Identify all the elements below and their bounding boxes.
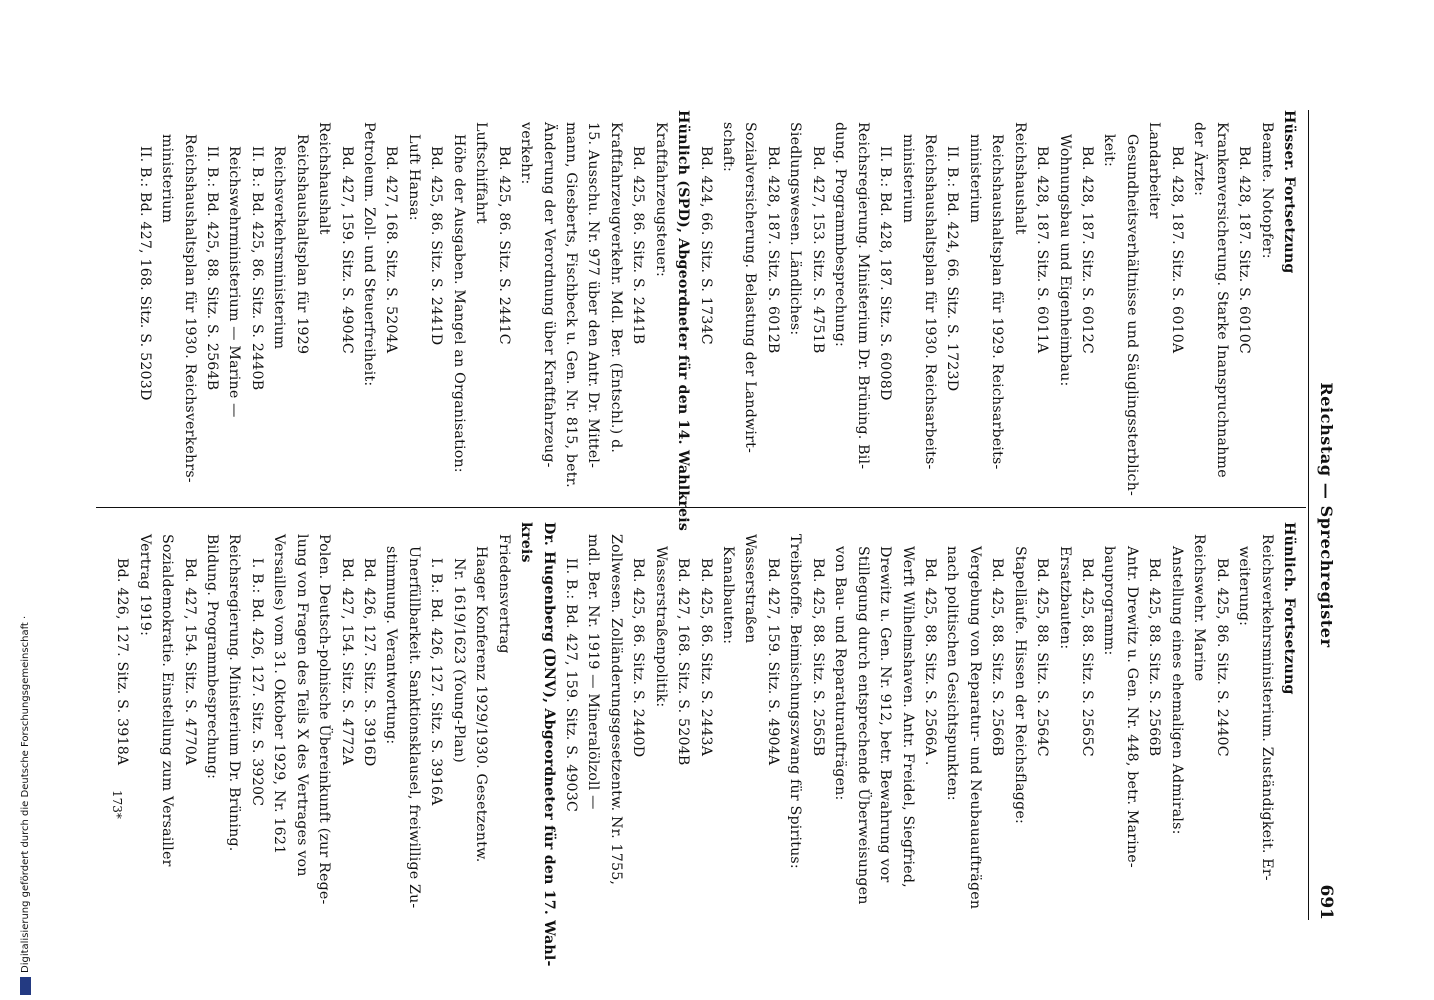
index-entry-line: Bd. 428, 187. Sitz. S. 6012B bbox=[764, 146, 781, 354]
index-entry-line: Unerfüllbarkeit. Sanktionsklausel, freiwillige Zu- bbox=[405, 546, 422, 909]
folio-number: 173* bbox=[110, 790, 124, 819]
index-entry-line: Reichswehr. Marine bbox=[1191, 534, 1208, 682]
index-entry-line: II. B.: Bd. 427, 168. Sitz. S. 5203D bbox=[136, 146, 153, 401]
index-entry-line: Bd. 428, 187. Sitz. S. 6011A bbox=[1034, 146, 1051, 354]
index-entry-line: Bd. 428, 187. Sitz. S. 6010C bbox=[1236, 146, 1253, 354]
column-divider bbox=[96, 507, 1306, 508]
index-entry-line: Werft Wilhelmshaven. Antr. Freidel, Siegfried, bbox=[899, 546, 916, 888]
index-entry-line: Reichshaushaltsplan für 1930. Reichsarbeits- bbox=[922, 134, 938, 470]
index-entry-line: Sozialversicherung. Belastung der Landwirt- bbox=[742, 122, 759, 454]
header-rule bbox=[1308, 110, 1309, 920]
index-entry-line: Reichshaushaltsplan für 1929. Reichsarbeits- bbox=[989, 134, 1006, 470]
index-entry-line: Drewitz u. Gen. Nr. 912, betr. Bewahrung vor bbox=[877, 546, 894, 883]
index-entry-line: Reichshaushalt bbox=[1011, 122, 1028, 235]
speaker-heading: Dr. Hugenberg (DNV), Abgeordneter für den 17. Wahl- bbox=[540, 522, 557, 967]
index-entry-line: Reichsverkehrsministerium. Zuständigkeit. Er- bbox=[1258, 534, 1275, 881]
index-entry-line: Treibstoffe. Beimischungszwang für Spiritus: bbox=[787, 534, 804, 869]
index-entry-line: ministerium bbox=[899, 134, 916, 224]
index-entry-line: Reichsregierung. Ministerium Dr. Brüning. Bil- bbox=[854, 122, 871, 470]
speaker-heading: Hüsser. Fortsetzung bbox=[1281, 110, 1297, 274]
speaker-heading: Hünlich (SPD), Abgeordneter für den 14. Wahlkreis bbox=[675, 110, 692, 532]
index-entry-line: Reichswehrministerium — Marine — bbox=[226, 146, 243, 418]
index-entry-line: von Bau- und Reparaturaufträgen: bbox=[832, 546, 849, 801]
index-entry-line: Wohnungsbau und Eigenheimbau: bbox=[1056, 134, 1073, 387]
index-entry-line: Bd. 427, 154. Sitz. S. 4770A bbox=[181, 558, 198, 766]
index-entry-line: ministerium bbox=[966, 134, 983, 224]
index-entry-line: I. B.: Bd. 426, 127. Sitz. S. 3920C bbox=[248, 558, 265, 807]
index-entry-line: Bd. 428, 187. Sitz. S. 6010A bbox=[1168, 146, 1185, 354]
index-entry-line: Bd. 427, 159. Sitz. S. 4904C bbox=[338, 146, 355, 354]
index-entry-line: keit: bbox=[1101, 134, 1118, 168]
index-entry-line: Bd. 425, 88. Sitz. S. 2566B bbox=[1146, 558, 1163, 757]
index-entry-line: Polen. Deutsch-polnische Übereinkunft (zur Rege- bbox=[316, 534, 333, 905]
index-entry-line: Beamte. Notopfer: bbox=[1258, 122, 1275, 259]
index-entry-line: II. B.: Bd. 425, 88. Sitz. S. 2564B bbox=[204, 146, 220, 391]
index-entry-line: Versailles) vom 31. Oktober 1929, Nr. 1621 bbox=[271, 534, 288, 855]
index-entry-line: Reichshaushalt bbox=[316, 122, 333, 235]
index-entry-line: Bd. 427, 159. Sitz. S. 4904A bbox=[764, 558, 781, 766]
index-entry-line: II. B.: Bd. 427, 159. Sitz. S. 4903C bbox=[563, 558, 579, 813]
index-entry-line: Bd. 425, 88. Sitz. S. 2564C bbox=[1034, 558, 1051, 757]
index-entry-line: mann, Giesberts, Fischbeck u. Gen. Nr. 815, betr. bbox=[563, 122, 579, 488]
index-entry-line: Bd. 427, 168. Sitz. S. 5204A bbox=[383, 146, 400, 354]
index-entry-line: stimmung. Verantwortung: bbox=[383, 546, 400, 745]
index-entry-line: Petroleum. Zoll- und Steuerfreiheit: bbox=[361, 122, 378, 387]
index-entry-line: Anstellung eines ehemaligen Admirals: bbox=[1168, 546, 1185, 835]
index-entry-line: Stapelläufe. Hissen der Reichsflagge: bbox=[1011, 546, 1028, 824]
index-entry-line: Ersatzbauten: bbox=[1056, 546, 1073, 650]
index-entry-line: Bd. 425, 88. Sitz. S. 2566A . bbox=[922, 558, 938, 766]
dfg-logo-icon bbox=[20, 977, 31, 995]
index-entry-line: bauprogramm: bbox=[1101, 546, 1118, 656]
running-title: Reichstag — Sprechregister bbox=[1317, 382, 1336, 648]
index-entry-line: Bd. 425, 86. Sitz. S. 2441B bbox=[630, 146, 647, 345]
index-entry-line: Kraftfahrzeugsteuer: bbox=[652, 122, 669, 277]
speaker-heading: Hünlich. Fortsetzung bbox=[1281, 522, 1297, 695]
index-entry-line: Bd. 425, 86. Sitz. S. 2441C bbox=[495, 146, 512, 345]
right-column bbox=[111, 522, 1300, 967]
index-entry-line: Bd. 424, 66. Sitz. S. 1734C bbox=[697, 146, 714, 345]
digitization-note bbox=[18, 495, 34, 995]
index-entry-line: Luft Hansa: bbox=[405, 134, 422, 221]
index-entry-line: nach politischen Gesichtspunkten: bbox=[944, 546, 961, 801]
index-entry-line: Gesundheitsverhältnisse und Säuglingssterblich- bbox=[1123, 134, 1140, 497]
index-entry-line: Bd. 425, 86. Sitz. S. 2440D bbox=[630, 558, 647, 758]
speaker-heading: kreis bbox=[518, 522, 535, 563]
index-entry-line: Bd. 427, 153. Sitz. S. 4751B bbox=[809, 146, 826, 354]
index-entry-line: 15. Ausschu. Nr. 977 über den Antr. Dr. Mittel- bbox=[585, 122, 602, 469]
index-entry-line: Bildung. Programmbesprechung: bbox=[204, 534, 220, 780]
index-entry-line: Bd. 428, 187. Sitz. S. 6012C bbox=[1079, 146, 1096, 354]
index-entry-line: der Ärzte: bbox=[1191, 122, 1208, 197]
index-entry-line: Bd. 425, 86. Sitz. S. 2441D bbox=[428, 146, 445, 346]
index-entry-line: schaft: bbox=[720, 122, 737, 172]
index-entry-line: dung. Programmbesprechung: bbox=[832, 122, 849, 347]
index-entry-line: ministerium bbox=[159, 134, 176, 224]
index-entry-line: Vertrag 1919: bbox=[136, 534, 153, 637]
index-entry-line: Nr. 1619/1623 (Young-Plan) bbox=[450, 558, 467, 763]
index-entry-line: weiterung: bbox=[1236, 546, 1253, 627]
index-entry-line: Haager Konferenz 1929/1930. Gesetzentw. bbox=[473, 546, 490, 863]
index-entry-line: Krankenversicherung. Starke Inanspruchnahme bbox=[1213, 122, 1230, 478]
index-entry-line: Siedlungswesen. Ländliches: bbox=[787, 122, 804, 336]
page-header bbox=[1314, 110, 1336, 920]
index-entry-line: Höhe der Ausgaben. Mangel an Organisation: bbox=[450, 134, 467, 473]
index-entry-line: Luftschiffahrt bbox=[473, 122, 490, 224]
index-entry-line: I. B.: Bd. 426, 127. Sitz. S. 3916A bbox=[428, 558, 445, 806]
index-entry-line: Kanalbauten: bbox=[720, 546, 737, 645]
index-entry-line: lung von Fragen des Teils X des Vertrages von bbox=[293, 534, 310, 877]
index-entry-line: Reichsverkehrsministerium bbox=[271, 146, 288, 350]
index-entry-line: II. B.: Bd. 425, 86. Sitz. S. 2440B bbox=[248, 146, 265, 391]
index-entry-line: Bd. 427, 168. Sitz. S. 5204B bbox=[675, 558, 692, 766]
index-entry-line: verkehr: bbox=[518, 122, 535, 185]
index-entry-line: Bd. 425, 88. Sitz. S. 2565B bbox=[809, 558, 826, 757]
index-entry-line: Sozialdemokratie. Einstellung zum Versailler bbox=[159, 534, 176, 867]
index-entry-line: Bd. 425, 86. Sitz. S. 2440C bbox=[1213, 558, 1230, 757]
digitization-note-text: Digitalisierung gefördert durch die Deutsche Forschungsgemeinschaft · bbox=[20, 615, 31, 973]
index-entry-line: Wasserstraßenpolitik: bbox=[652, 546, 669, 708]
index-entry-line: Landarbeiter bbox=[1146, 122, 1163, 219]
index-entry-line: Bd. 427, 154. Sitz. S. 4772A bbox=[338, 558, 355, 766]
index-entry-line: Stillegung durch entsprechende Überweisungen bbox=[854, 546, 871, 905]
index-entry-line: Bd. 426, 127. Sitz. S. 3918A bbox=[114, 558, 131, 766]
index-entry-line: Vergebung von Reparatur- und Neubauaufträgen bbox=[966, 546, 983, 910]
index-entry-line: Bd. 425, 88. Sitz. S. 2566B bbox=[989, 558, 1006, 757]
left-column bbox=[133, 110, 1300, 532]
index-entry-line: Friedensvertrag bbox=[495, 534, 512, 654]
index-entry-line: Reichshaushaltsplan für 1930. Reichsverkehrs- bbox=[181, 134, 198, 483]
index-entry-line: Bd. 425, 86. Sitz. S. 2443A bbox=[697, 558, 714, 757]
index-entry-line: II. B.: Bd. 424, 66. Sitz. S. 1723D bbox=[944, 146, 961, 392]
index-entry-line: Reichsregierung. Ministerium Dr. Brüning. bbox=[226, 534, 243, 852]
index-entry-line: Bd. 425, 88. Sitz. S. 2565C bbox=[1079, 558, 1096, 757]
index-entry-line: Antr. Drewitz u. Gen. Nr. 448, betr. Marine- bbox=[1123, 546, 1140, 868]
index-entry-line: Reichshaushaltsplan für 1929 bbox=[293, 134, 310, 355]
page-number: 691 bbox=[1316, 884, 1336, 920]
index-entry-line: Änderung der Verordnung über Kraftfahrzeug- bbox=[540, 122, 557, 468]
index-entry-line: Zollwesen. Zolländerungsgesetzentw. Nr. 1755, bbox=[607, 534, 624, 886]
index-entry-line: Bd. 426, 127. Sitz. S. 3916D bbox=[361, 558, 378, 767]
index-entry-line: mdl. Ber. Nr. 1919 — Mineralölzoll — bbox=[585, 534, 602, 810]
index-entry-line: Wasserstraßen bbox=[742, 534, 759, 644]
index-entry-line: II. B.: Bd. 428, 187. Sitz. S. 6008D bbox=[877, 146, 894, 401]
index-entry-line: Kraftfahrzeugverkehr. Mdl. Ber. (Entschl.) d. bbox=[607, 122, 624, 454]
